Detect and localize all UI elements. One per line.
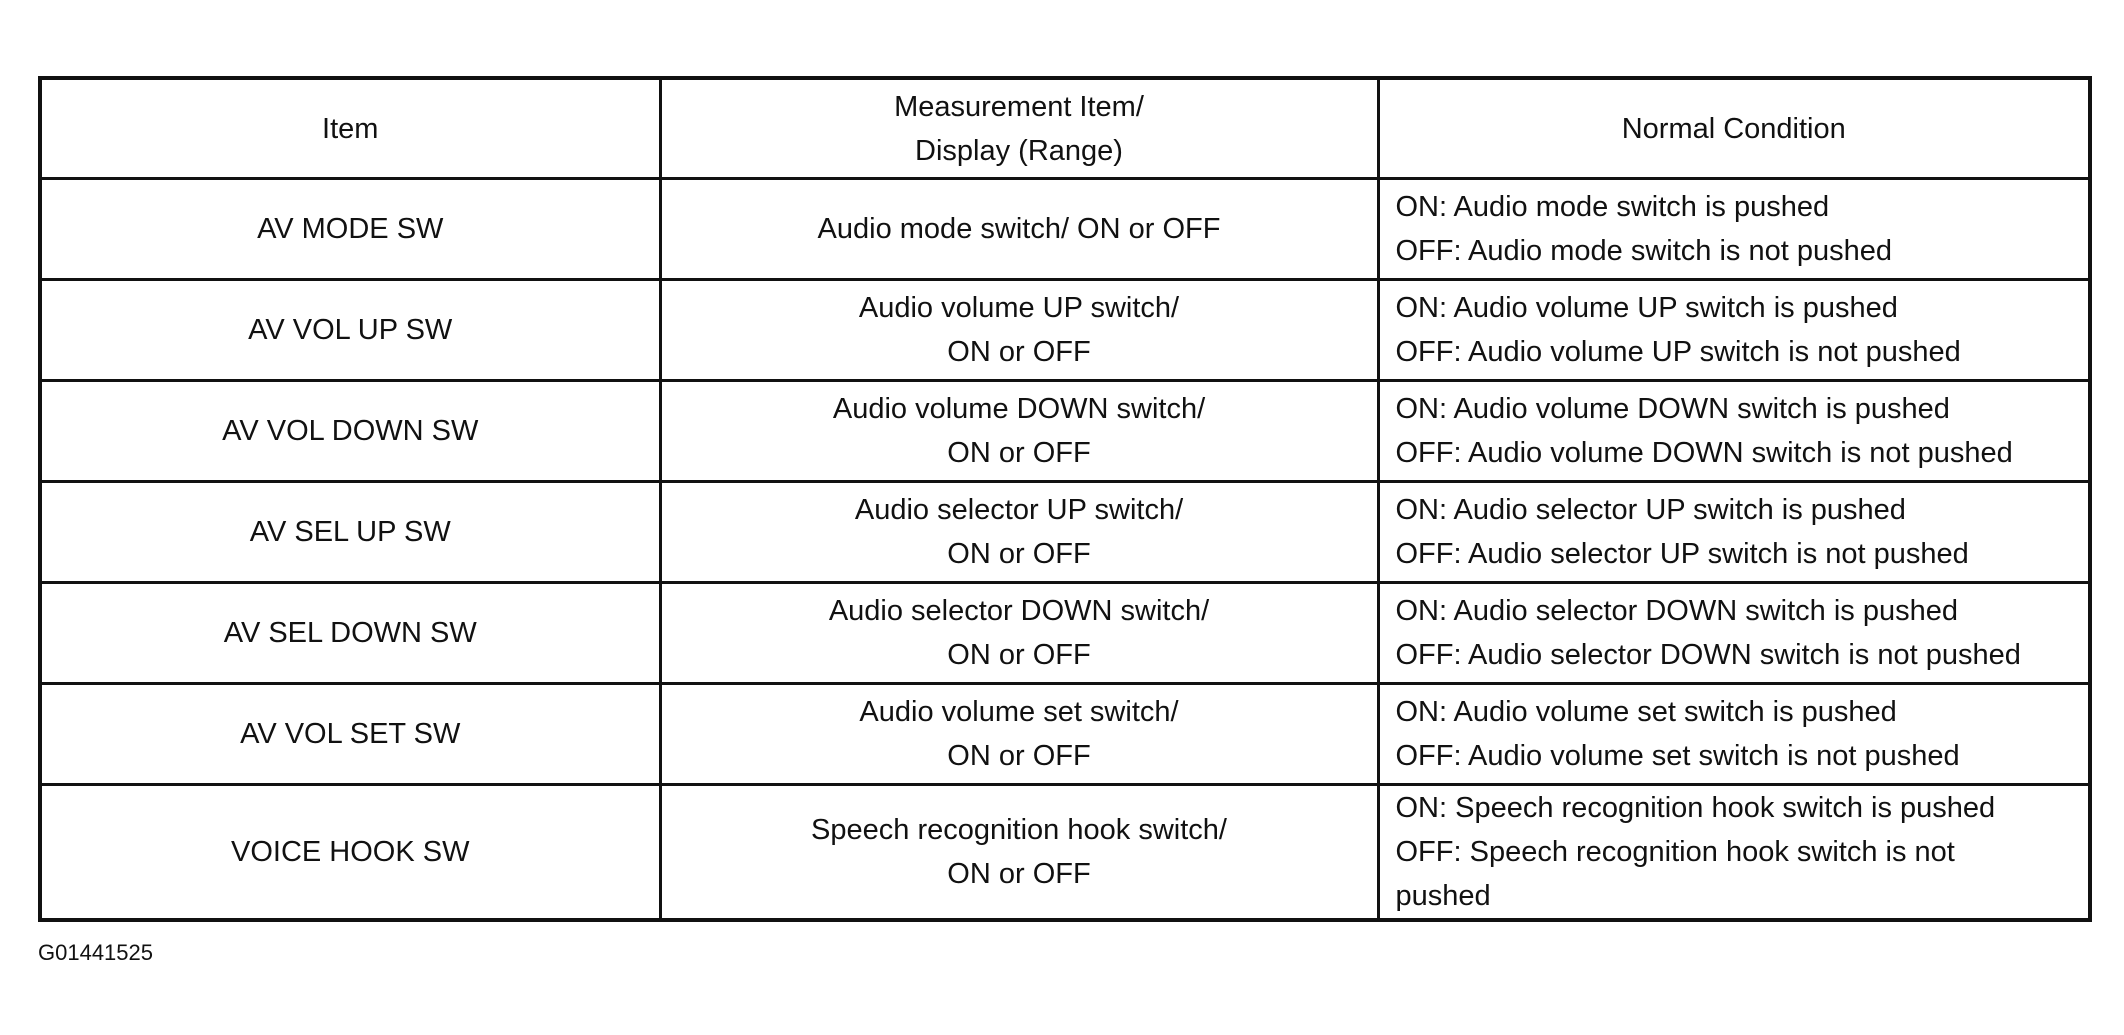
- cell-normal-condition: [1378, 684, 2090, 785]
- measurement-range: ON or OFF: [947, 538, 1091, 570]
- figure-id: G01441525: [38, 940, 153, 965]
- measurement-line: Audio volume UP switch/: [858, 292, 1180, 324]
- cell-item: [40, 684, 660, 785]
- table-row: [40, 280, 2090, 381]
- item-name: AV MODE SW: [257, 213, 444, 245]
- item-name: AV VOL SET SW: [240, 718, 461, 750]
- item-name: VOICE HOOK SW: [231, 836, 470, 868]
- header-item-label: Item: [322, 112, 379, 145]
- cell-normal-condition: [1378, 280, 2090, 381]
- measurement-range: ON or OFF: [947, 336, 1091, 368]
- cell-normal-condition: [1378, 785, 2090, 921]
- header-item: [40, 78, 660, 179]
- cell-measurement: [660, 280, 1378, 381]
- header-measurement: [660, 78, 1378, 179]
- measurement-range: ON or OFF: [947, 740, 1091, 772]
- cell-item: [40, 785, 660, 921]
- table-row: [40, 381, 2090, 482]
- item-name: AV SEL DOWN SW: [223, 617, 477, 649]
- normal-condition-on: ON: Audio mode switch is pushed: [1395, 191, 1830, 223]
- table-row: [40, 179, 2090, 280]
- measurement-line: Audio selector DOWN switch/: [828, 595, 1210, 627]
- cell-measurement: [660, 381, 1378, 482]
- table-row: [40, 583, 2090, 684]
- header-measurement-line-2: Display (Range): [915, 134, 1123, 167]
- table-row: [40, 684, 2090, 785]
- cell-measurement: [660, 684, 1378, 785]
- header-normal-condition: [1378, 78, 2090, 179]
- normal-condition-on: ON: Audio selector DOWN switch is pushed: [1395, 595, 1958, 627]
- cell-item: [40, 280, 660, 381]
- cell-normal-condition: [1378, 482, 2090, 583]
- normal-condition-off: OFF: Audio selector DOWN switch is not pushed: [1395, 639, 2021, 671]
- normal-condition-on: ON: Audio volume set switch is pushed: [1395, 696, 1897, 728]
- normal-condition-off-continued: pushed: [1395, 880, 1491, 912]
- measurement-range: ON or OFF: [947, 858, 1091, 890]
- item-name: AV VOL DOWN SW: [222, 415, 479, 447]
- normal-condition-on: ON: Speech recognition hook switch is pushed: [1395, 792, 1996, 824]
- measurement-line: Audio volume DOWN switch/: [832, 393, 1206, 425]
- cell-measurement: [660, 785, 1378, 921]
- diagnostic-data-table: [38, 76, 2092, 922]
- table-header-row: [40, 78, 2090, 179]
- table-row: [40, 785, 2090, 921]
- measurement-line: Audio selector UP switch/: [854, 494, 1184, 526]
- measurement-range: ON or OFF: [947, 437, 1091, 469]
- diagnostic-data-table-container: [38, 76, 2088, 922]
- header-normal-condition-label: Normal Condition: [1621, 112, 1846, 145]
- cell-measurement: [660, 482, 1378, 583]
- measurement-line: Audio volume set switch/: [859, 696, 1179, 728]
- normal-condition-off: OFF: Audio selector UP switch is not pushed: [1395, 538, 1969, 570]
- cell-item: [40, 583, 660, 684]
- item-name: AV SEL UP SW: [249, 516, 451, 548]
- cell-measurement: [660, 583, 1378, 684]
- cell-normal-condition: [1378, 583, 2090, 684]
- cell-item: [40, 179, 660, 280]
- measurement-line: Audio mode switch/ ON or OFF: [817, 213, 1221, 245]
- cell-normal-condition: [1378, 179, 2090, 280]
- cell-item: [40, 381, 660, 482]
- normal-condition-off: OFF: Speech recognition hook switch is not: [1395, 836, 1955, 868]
- normal-condition-on: ON: Audio volume DOWN switch is pushed: [1395, 393, 1950, 425]
- measurement-range: ON or OFF: [947, 639, 1091, 671]
- normal-condition-on: ON: Audio selector UP switch is pushed: [1395, 494, 1906, 526]
- item-name: AV VOL UP SW: [248, 314, 453, 346]
- measurement-line: Speech recognition hook switch/: [811, 814, 1227, 846]
- normal-condition-off: OFF: Audio mode switch is not pushed: [1395, 235, 1892, 267]
- normal-condition-on: ON: Audio volume UP switch is pushed: [1395, 292, 1898, 324]
- cell-measurement: [660, 179, 1378, 280]
- cell-item: [40, 482, 660, 583]
- header-measurement-line-1: Measurement Item/: [894, 90, 1144, 123]
- normal-condition-off: OFF: Audio volume DOWN switch is not pushed: [1395, 437, 2013, 469]
- normal-condition-off: OFF: Audio volume set switch is not pushed: [1395, 740, 1960, 772]
- cell-normal-condition: [1378, 381, 2090, 482]
- normal-condition-off: OFF: Audio volume UP switch is not pushed: [1395, 336, 1961, 368]
- table-row: [40, 482, 2090, 583]
